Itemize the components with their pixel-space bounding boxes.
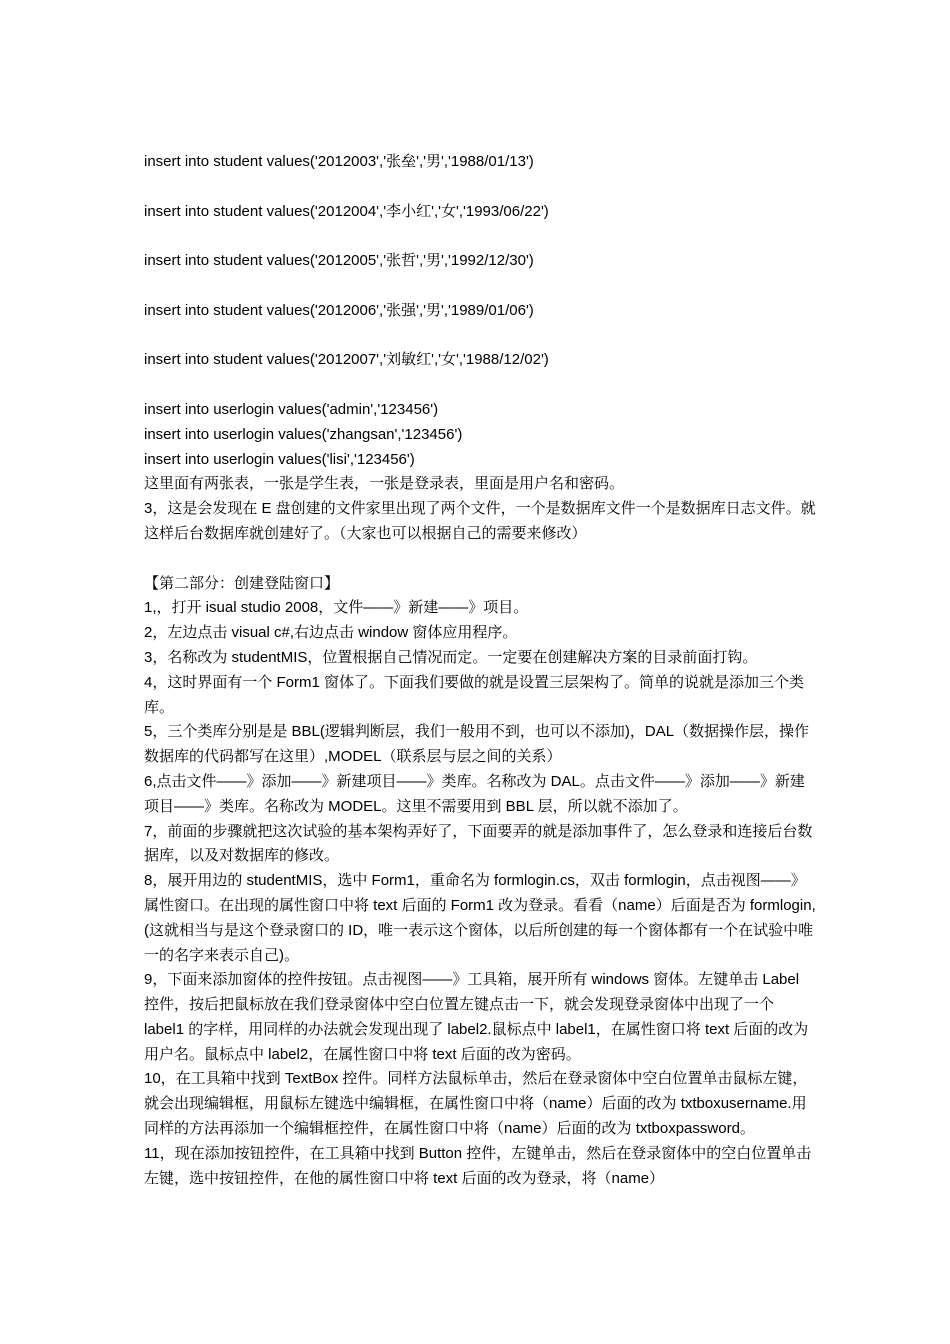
tables-note-paragraph: 这里面有两张表，一张是学生表，一张是登录表，里面是用户名和密码。 [144, 475, 625, 493]
document-body [144, 150, 816, 1191]
step-paragraph-5: 5，三个类库分别是是 BBL(逻辑判断层，我们一般用不到，也可以不添加)，DAL（数据操作层，操作数据库的代码都写在这里）,MODEL（联系层与层之间的关系） [144, 723, 810, 766]
blank-line [144, 175, 816, 200]
step-3-paragraph: 3，这是会发现在 E 盘创建的文件家里出现了两个文件，一个是数据库文件一个是数据库日志文件。就这样后台数据库就创建好了。（大家也可以根据自己的需要来修改） [144, 500, 816, 542]
blank-line [144, 547, 816, 572]
step-paragraph-3: 3，名称改为 studentMIS，位置根据自己情况而定。一定要在创建解决方案的目录前面打钩。 [144, 648, 758, 666]
sql-insert-userlogin-zhangsan: insert into userlogin values('zhangsan','123456') [144, 425, 463, 443]
sql-insert-student-2012003: insert into student values('2012003','张垒','男','1988/01/13') [144, 153, 534, 170]
blank-line [144, 274, 816, 299]
step-paragraph-2: 2，左边点击 visual c#,右边点击 window 窗体应用程序。 [144, 624, 518, 642]
sql-insert-student-2012005: insert into student values('2012005','张哲','男','1992/12/30') [144, 252, 534, 270]
step-paragraph-10: 10，在工具箱中找到 TextBox 控件。同样方法鼠标单击，然后在登录窗体中空白位置单击鼠标左键，就会出现编辑框，用鼠标左键选中编辑框，在属性窗口中将（name）后面的改为 txtboxusername.用同样的方法再添加一个编辑框控件，在属性窗口中将（name）后面的改为 txtboxpassword。 [144, 1070, 808, 1138]
blank-line [144, 224, 816, 249]
step-paragraph-4: 4，这时界面有一个 Form1 窗体了。下面我们要做的就是设置三层架构了。简单的说就是添加三个类库。 [144, 673, 805, 716]
step-paragraph-6: 6,点击文件——》添加——》新建项目——》类库。名称改为 DAL。点击文件——》添加——》新建项目——》类库。名称改为 MODEL。这里不需要用到 BBL 层，所以就不添加了。 [144, 772, 805, 815]
sql-insert-student-2012006: insert into student values('2012006','张强','男','1989/01/06') [144, 301, 534, 319]
step-paragraph-8: 8，展开用边的 studentMIS，选中 Form1，重命名为 formlogin.cs，双击 formlogin，点击视图——》属性窗口。在出现的属性窗口中将 text 后面的 Form1 改为登录。看看（name）后面是否为 formlogin,(这就相当与是这个登录窗口的 ID，唯一表示这个窗体，以后所创建的每一个窗体都有一个在试验中唯一的名字来表示自己)。 [144, 872, 816, 964]
sql-insert-userlogin-admin: insert into userlogin values('admin','123456') [144, 400, 439, 418]
step-paragraph-7: 7，前面的步骤就把这次试验的基本架构弄好了，下面要弄的就是添加事件了，怎么登录和连接后台数据库，以及对数据库的修改。 [144, 822, 813, 865]
step-paragraph-9: 9，下面来添加窗体的控件按钮。点击视图——》工具箱，展开所有 windows 窗体。左键单击 Label 控件，按后把鼠标放在我们登录窗体中空白位置左键点击一下，就会发现登录窗体中出现了一个 label1 的字样，用同样的办法就会发现出现了 label2.鼠标点中 label1，在属性窗口将 text 后面的改为用户名。鼠标点中 label2，在属性窗口中将 text 后面的改为密码。 [144, 971, 809, 1063]
blank-line [144, 373, 816, 398]
sql-insert-userlogin-lisi: insert into userlogin values('lisi','123456') [144, 450, 415, 468]
section-heading: 【第二部分：创建登陆窗口】 [144, 574, 340, 592]
sql-insert-student-2012007: insert into student values('2012007','刘敏红','女','1988/12/02') [144, 351, 549, 369]
blank-line [144, 324, 816, 349]
step-paragraph-1: 1,，打开 isual studio 2008，文件——》新建——》项目。 [144, 599, 529, 617]
sql-insert-student-2012004: insert into student values('2012004','李小红','女','1993/06/22') [144, 202, 549, 220]
step-paragraph-11: 11，现在添加按钮控件，在工具箱中找到 Button 控件，左键单击，然后在登录窗体中的空白位置单击左键，选中按钮控件，在他的属性窗口中将 text 后面的改为登录，将（name） [144, 1144, 812, 1187]
